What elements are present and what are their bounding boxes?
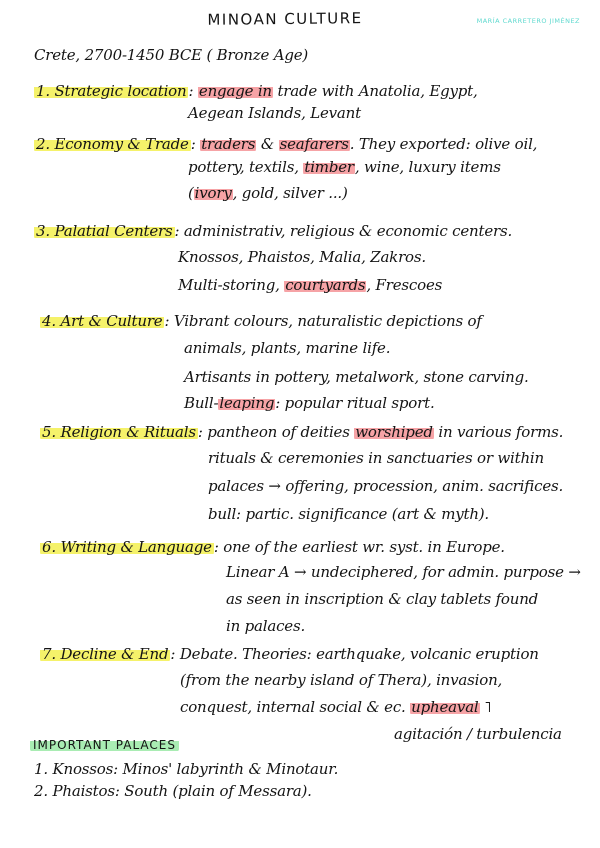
section-2-highlight-ivory: ivory: [194, 184, 232, 202]
section-6-line-4: in palaces.: [226, 617, 306, 635]
section-5-line-2: rituals & ceremonies in sanctuaries or within: [208, 449, 544, 467]
section-6-line-3: as seen in inscription & clay tablets found: [226, 590, 539, 608]
section-2-line-3: (ivory, gold, silver ...): [188, 184, 348, 202]
palace-item-phaistos: 2. Phaistos: South (plain of Messara).: [34, 782, 312, 800]
section-7-line-3: conquest, internal social & ec. upheaval ˥: [180, 698, 492, 716]
section-2-highlight-traders: traders: [201, 135, 256, 153]
section-2-line-1: 2. Economy & Trade : traders & seafarers. They exported: olive oil,: [36, 135, 538, 153]
section-4-line-4: Bull-leaping: popular ritual sport.: [184, 394, 435, 412]
section-3-line-1: 3. Palatial Centers : administrativ, religious & economic centers.: [36, 222, 513, 240]
section-6-line-1: 6. Writing & Language : one of the earliest wr. syst. in Europe.: [42, 538, 505, 556]
section-2-highlight-seafarers: seafarers: [279, 135, 349, 153]
section-3-line-3: Multi-storing, courtyards, Frescoes: [178, 276, 443, 294]
section-5-highlight-worshiped: worshiped: [355, 423, 433, 441]
section-3-line-2: Knossos, Phaistos, Malia, Zakros.: [178, 248, 426, 266]
section-2-line-2: pottery, textils, timber, wine, luxury items: [188, 158, 501, 176]
section-1-line-2: Aegean Islands, Levant: [188, 104, 361, 122]
section-5-line-3: palaces → offering, procession, anim. sacrifices.: [208, 477, 564, 495]
author-name: MARÍA CARRETERO JIMÉNEZ: [476, 17, 580, 25]
section-1-heading: 1. Strategic location: [36, 82, 187, 100]
section-2-heading: 2. Economy & Trade: [36, 135, 189, 153]
section-4-heading: 4. Art & Culture: [42, 312, 163, 330]
section-4-line-3: Artisants in pottery, metalwork, stone carving.: [184, 368, 529, 386]
section-2-highlight-timber: timber: [304, 158, 354, 176]
section-3-highlight-courtyards: courtyards: [285, 276, 366, 294]
section-5-line-1: 5. Religion & Rituals : pantheon of deities worshiped in various forms.: [42, 423, 564, 441]
translation-note: agitación / turbulencia: [394, 725, 562, 743]
palaces-heading-line: [30, 735, 179, 753]
section-5-line-4: bull: partic. significance (art & myth).: [208, 505, 489, 523]
section-7-highlight-upheaval: upheaval: [411, 698, 479, 716]
section-7-line-1: 7. Decline & End : Debate. Theories: earthquake, volcanic eruption: [42, 645, 539, 663]
section-4-line-1: 4. Art & Culture : Vibrant colours, naturalistic depictions of: [42, 312, 482, 330]
section-7-heading: 7. Decline & End: [42, 645, 169, 663]
section-3-heading: 3. Palatial Centers: [36, 222, 173, 240]
page-title: MINOAN CULTURE: [207, 9, 363, 29]
section-4-highlight-leaping: leaping: [219, 394, 275, 412]
section-6-line-2: Linear A → undeciphered, for admin. purpose →: [226, 563, 581, 581]
palace-item-knossos: 1. Knossos: Minos' labyrinth & Minotaur.: [34, 760, 339, 778]
intro-line: Crete, 2700-1450 BCE ( Bronze Age): [34, 46, 309, 64]
section-4-line-2: animals, plants, marine life.: [184, 339, 391, 357]
section-7-line-2: (from the nearby island of Thera), invasion,: [180, 671, 503, 689]
section-5-heading: 5. Religion & Rituals: [42, 423, 196, 441]
palaces-heading: IMPORTANT PALACES: [30, 738, 179, 752]
arrow-bracket-icon: ˥: [484, 698, 492, 716]
section-1-highlight: engage in: [198, 82, 272, 100]
section-1-line-1: 1. Strategic location : engage in trade with Anatolia, Egypt,: [36, 82, 478, 100]
section-6-heading: 6. Writing & Language: [42, 538, 212, 556]
